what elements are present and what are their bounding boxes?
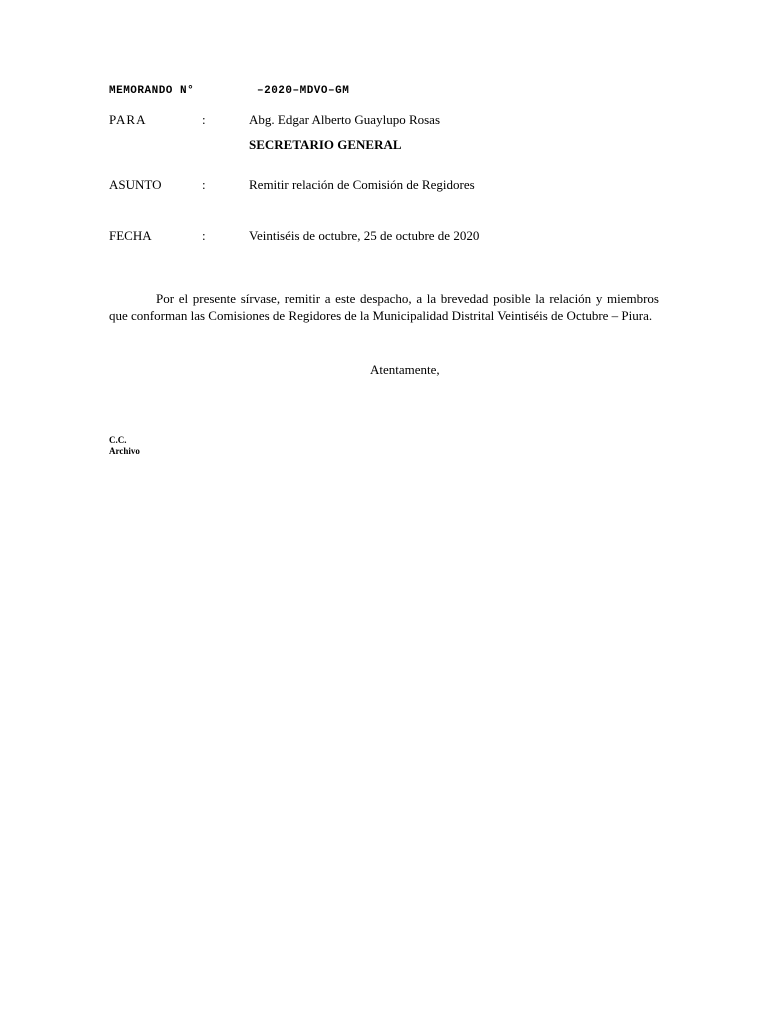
fecha-value: Veintiséis de octubre, 25 de octubre de 2020 — [249, 228, 480, 243]
fecha-label: FECHA — [109, 228, 152, 243]
memo-header — [109, 85, 349, 97]
closing-salutation: Atentamente, — [370, 362, 440, 377]
memo-code: –2020–MDVO–GM — [257, 85, 350, 97]
recipient-name: Abg. Edgar Alberto Guaylupo Rosas — [249, 112, 441, 127]
recipient-title: SECRETARIO GENERAL — [249, 137, 402, 152]
fecha-colon: : — [202, 228, 206, 243]
body-paragraph: Por el presente sírvase, remitir a este despacho, a la brevedad posible la relación y miembros que conforman las Comisiones de Regidores de la Municipalidad Distrital Veintiséis de Octubre – Piura. — [109, 291, 659, 323]
para-label: PARA — [109, 112, 147, 127]
cc-block — [109, 435, 140, 457]
cc-item: Archivo — [109, 446, 140, 456]
para-colon: : — [202, 112, 206, 127]
cc-label: C.C. — [109, 435, 127, 445]
asunto-value: Remitir relación de Comisión de Regidores — [249, 177, 475, 192]
memo-label: MEMORANDO N° — [109, 85, 195, 97]
asunto-label: ASUNTO — [109, 177, 162, 192]
asunto-colon: : — [202, 177, 206, 192]
